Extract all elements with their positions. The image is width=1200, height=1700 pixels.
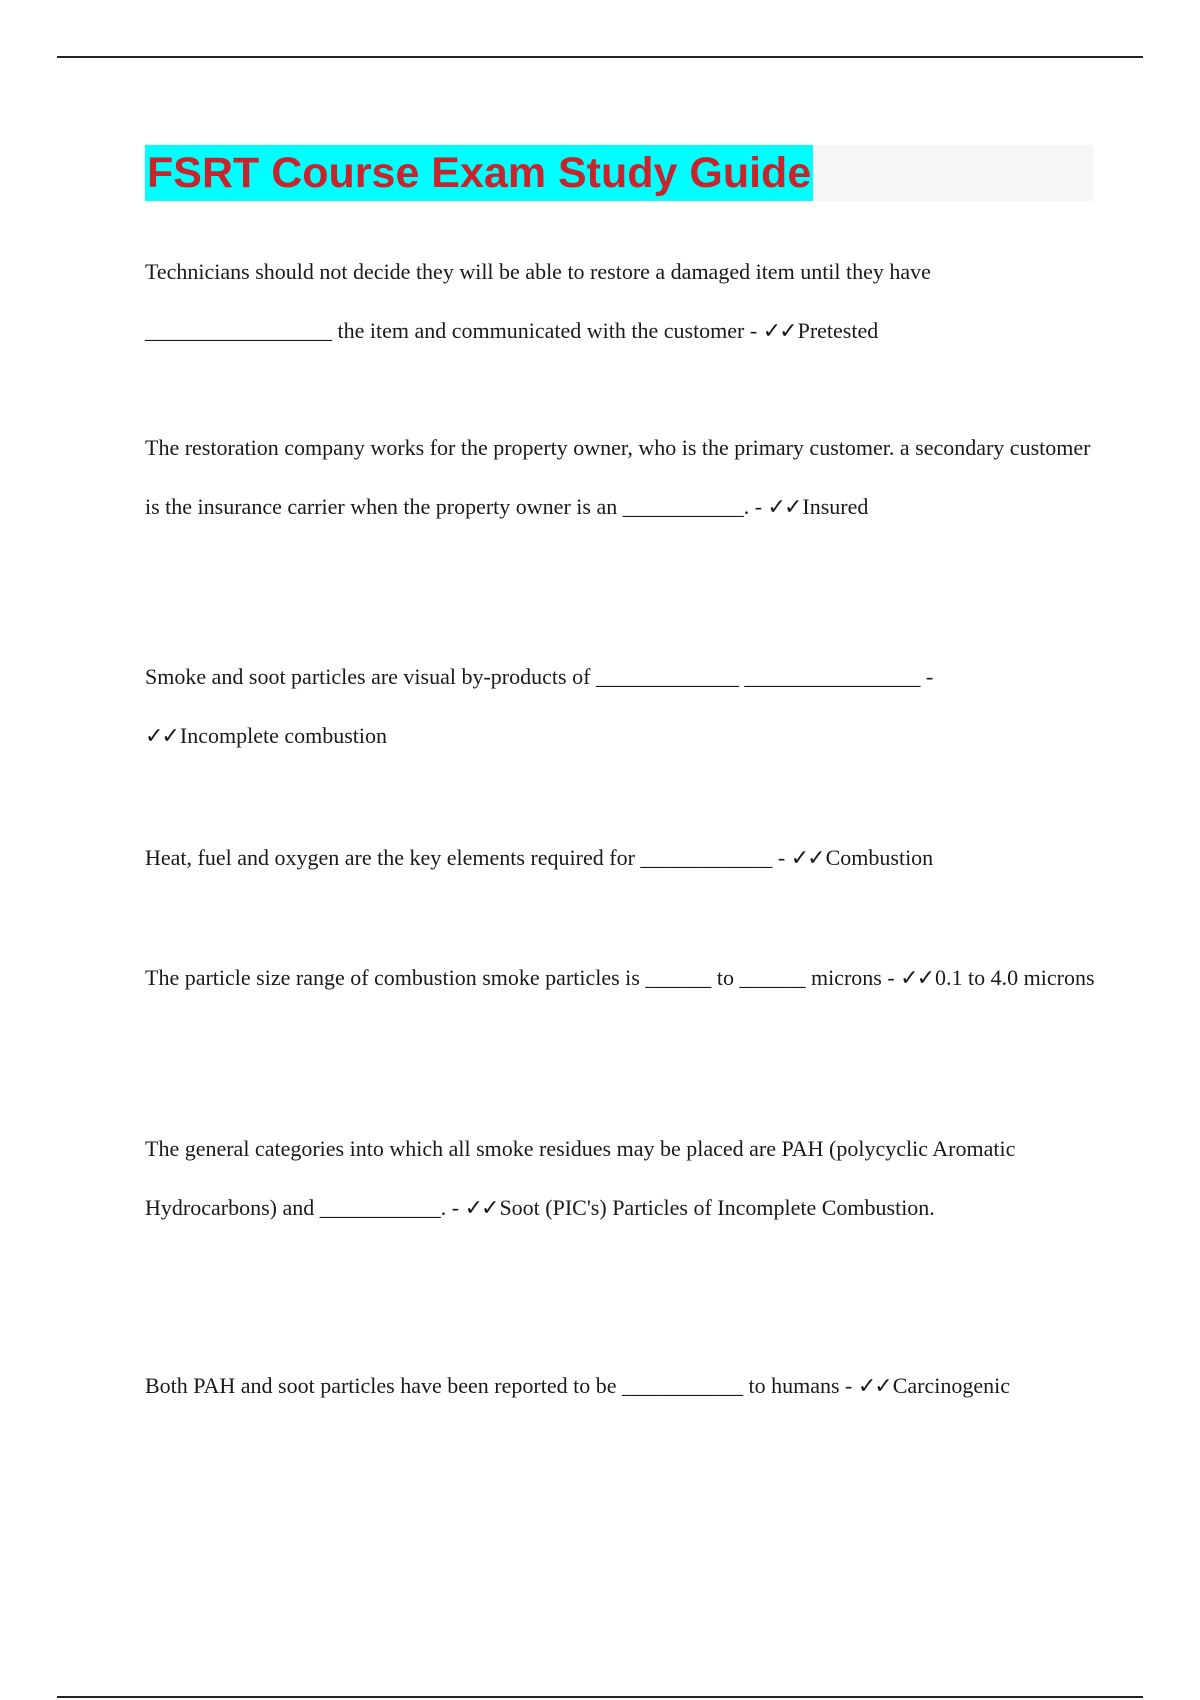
- check-icon: ✓✓: [145, 724, 178, 749]
- question-text: Both PAH and soot particles have been reported to be ___________ to humans -: [145, 1373, 853, 1398]
- question-text: Smoke and soot particles are visual by-products of _____________ ________________ -: [145, 664, 934, 689]
- answer: [145, 723, 387, 748]
- answer: [763, 318, 879, 343]
- study-item: [145, 1119, 1105, 1238]
- check-icon: ✓✓: [762, 319, 796, 344]
- study-item: [145, 1356, 1105, 1416]
- answer-text: Incomplete combustion: [179, 723, 387, 748]
- header-rule: [57, 56, 1143, 58]
- answer-text: Soot (PIC's) Particles of Incomplete Combustion.: [499, 1195, 935, 1220]
- answer: [858, 1373, 1010, 1398]
- question-text: The restoration company works for the property owner, who is the primary customer. a secondary customer is the insurance carrier when the property owner is an ___________. -: [145, 435, 1091, 519]
- document-title: FSRT Course Exam Study Guide: [145, 145, 813, 201]
- answer: [791, 845, 933, 870]
- answer-text: 0.1 to 4.0 microns: [935, 965, 1095, 990]
- footer-rule: [57, 1696, 1143, 1698]
- answer-text: Insured: [802, 494, 869, 519]
- study-item: [145, 948, 1105, 1008]
- question-text: Technicians should not decide they will be able to restore a damaged item until they have _________________ the item and communicated with the customer -: [145, 259, 931, 343]
- answer-text: Carcinogenic: [892, 1373, 1011, 1398]
- study-item: [145, 828, 1105, 888]
- answer: [768, 494, 869, 519]
- study-item: [145, 242, 1105, 361]
- answer-text: Combustion: [825, 845, 934, 870]
- check-icon: ✓✓: [464, 1196, 498, 1221]
- check-icon: ✓✓: [790, 846, 824, 871]
- question-text: The particle size range of combustion smoke particles is ______ to ______ microns -: [145, 965, 895, 990]
- study-item: [145, 647, 1105, 766]
- answer-text: Pretested: [797, 318, 879, 343]
- check-icon: ✓✓: [900, 966, 934, 991]
- check-icon: ✓✓: [857, 1374, 891, 1399]
- study-item: [145, 418, 1105, 537]
- question-text: Heat, fuel and oxygen are the key elements required for ____________ -: [145, 845, 786, 870]
- question-text: The general categories into which all smoke residues may be placed are PAH (polycyclic Aromatic Hydrocarbons) and ___________. -: [145, 1136, 1016, 1220]
- check-icon: ✓✓: [767, 495, 801, 520]
